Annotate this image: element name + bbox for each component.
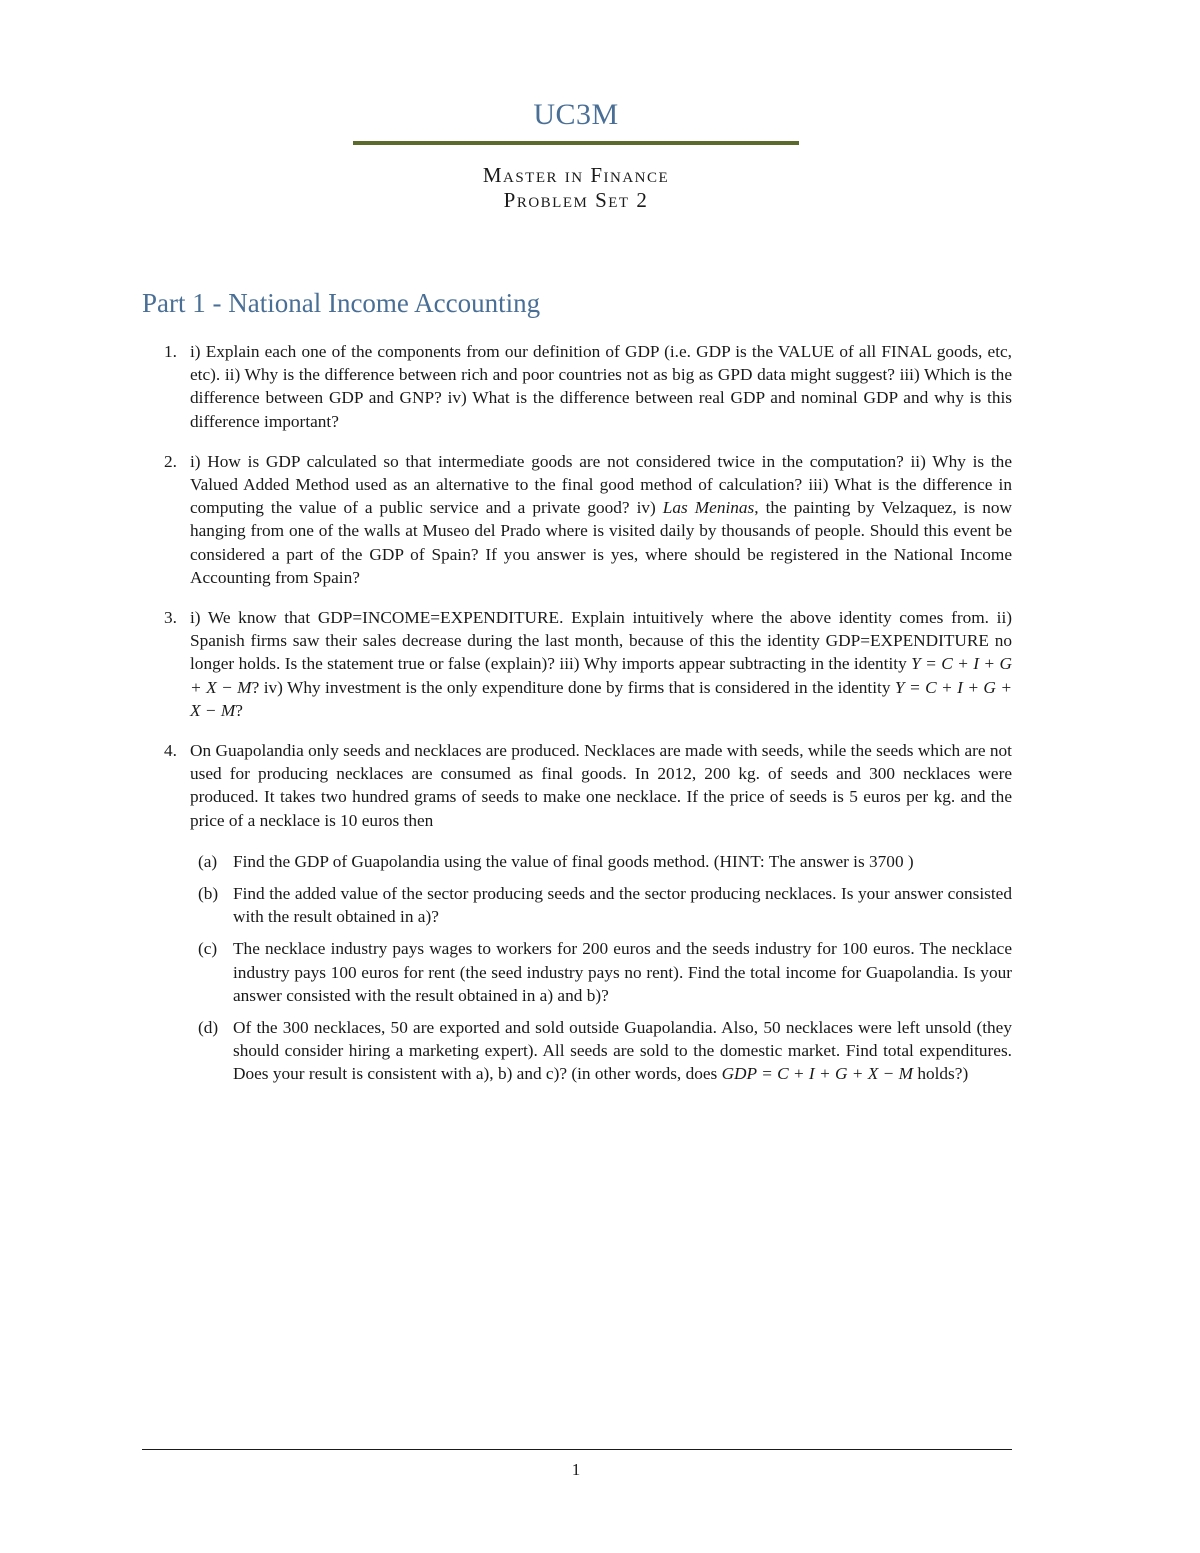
question-number: 2.: [164, 451, 177, 471]
question-text: i) Explain each one of the components from our definition of GDP (i.e. GDP is the VALUE of all FINAL goods, etc, etc). ii) Why is the difference between rich and poor countries not as big as GPD data might suggest? iii) Which is the difference between GDP and GNP? iv) What is the difference between real GDP and nominal GDP and why is this difference important?: [190, 342, 1012, 431]
subquestion-text-part: Of the 300 necklaces, 50 are exported and sold outside Guapolandia. Also, 50 necklaces were left unsold (they should consider hiring a marketing expert). All seeds are sold to the domestic market. Find total expenditures. Does your result is consistent with a), b) and c)? (in other words, does: [233, 1018, 1012, 1084]
subquestion-list: [190, 850, 1012, 1086]
subquestion-label: (d): [198, 1018, 219, 1038]
footer-rule: [142, 1449, 1012, 1450]
question-number: 4.: [164, 741, 177, 761]
question-text: [190, 608, 1012, 720]
identity-equation: Y = C + I + G + X − M: [190, 654, 1012, 697]
subquestion-text: The necklace industry pays wages to workers for 200 euros and the seeds industry for 100 euros. The necklace industry pays 100 euros for rent (the seed industry pays no rent). Find the total income for Guapolandia. Is your answer consisted with the result obtained in a) and b)?: [233, 939, 1012, 1005]
question-text-part: ? iv) Why investment is the only expenditure done by firms that is considered in the identity: [251, 677, 895, 697]
problem-set-title: Problem Set 2: [503, 188, 649, 212]
page-number: 1: [571, 1460, 581, 1479]
header-rule: [353, 141, 799, 145]
subquestion-label: (c): [198, 939, 218, 959]
course-name: Master in Finance: [482, 163, 670, 187]
subquestion-d: [190, 1016, 1012, 1086]
question-4: [142, 739, 1012, 1086]
question-text-part: i) How is GDP calculated so that intermediate goods are not considered twice in the computation? ii) Why is the Valued Added Method used as an alternative to the final good method of calculation? iii) What is the difference in computing the value of a public service and a private good? iv): [190, 451, 1012, 518]
page-header-title: UC3M: [533, 98, 619, 131]
subquestion-text-part: holds?): [913, 1064, 969, 1084]
question-text-part: i) We know that GDP=INCOME=EXPENDITURE. Explain intuitively where the above identity comes from. ii) Spanish firms saw their sales decrease during the last month, because of this the identity GDP=EXPENDITURE no longer holds. Is the statement true or false (explain)? iii) Why imports appear subtracting in the identity: [190, 608, 1012, 674]
question-text-part: , the painting by Velzaquez, is now hanging from one of the walls at Museo del Prado where is visited daily by thousands of people. Should this event be considered a part of the GDP of Spain? If you answer is yes, where should be registered in the National Income Accounting from Spain?: [190, 498, 1012, 587]
question-3: [142, 606, 1012, 722]
question-text-part: ?: [235, 700, 243, 720]
section-heading: Part 1 - National Income Accounting: [142, 288, 541, 318]
subquestion-text: [233, 1018, 1012, 1083]
question-2: [142, 450, 1012, 589]
subquestion-text: Find the added value of the sector producing seeds and the sector producing necklaces. Is your answer consisted with the result obtained in a)?: [233, 884, 1012, 927]
subquestion-label: (a): [198, 851, 218, 871]
question-list: [142, 340, 1012, 1095]
subquestion-label: (b): [198, 884, 219, 904]
question-number: 3.: [164, 608, 177, 628]
subquestion-text: Find the GDP of Guapolandia using the value of final goods method. (HINT: The answer is 3700 ): [233, 851, 914, 871]
question-1: [142, 340, 1012, 433]
question-number: 1.: [164, 342, 177, 361]
question-text: [190, 452, 1012, 587]
subquestion-b: [190, 882, 1012, 928]
subquestion-c: [190, 937, 1012, 1007]
identity-equation: Y = C + I + G + X − M: [190, 677, 1012, 720]
question-text: On Guapolandia only seeds and necklaces are produced. Necklaces are made with seeds, while the seeds which are not used for producing necklaces are consumed as final goods. In 2012, 200 kg. of seeds and 300 necklaces were produced. It takes two hundred grams of seeds to make one necklace. If the price of seeds is 5 euros per kg. and the price of a necklace is 10 euros then: [190, 741, 1012, 830]
painting-title: Las Meninas: [662, 498, 755, 518]
gdp-equation: GDP = C + I + G + X − M: [721, 1064, 914, 1084]
subquestion-a: [190, 850, 1012, 873]
